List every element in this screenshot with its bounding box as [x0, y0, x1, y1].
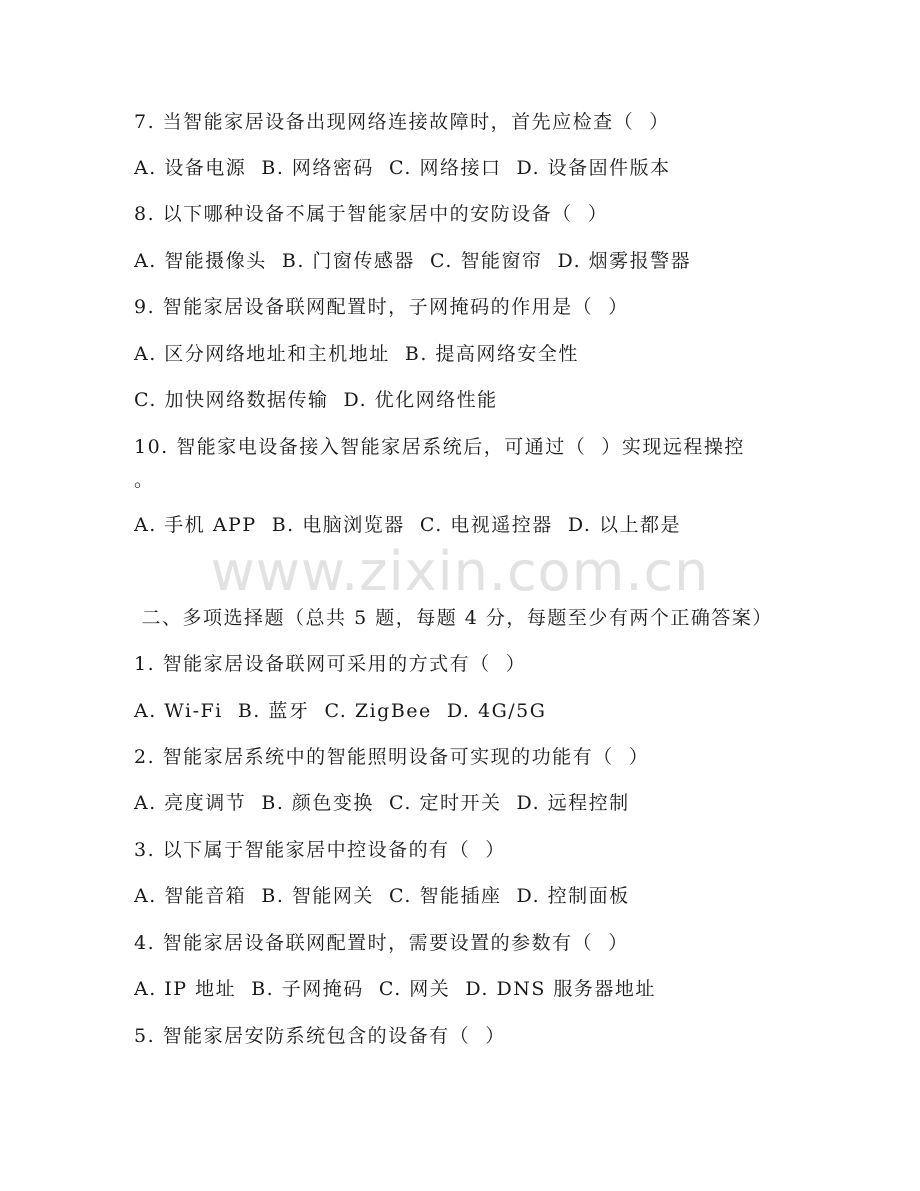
mc-question-2: 2. 智能家居系统中的智能照明设备可实现的功能有（ ）: [134, 746, 650, 768]
question-9-options-line1: A. 区分网络地址和主机地址 B. 提高网络安全性: [134, 343, 579, 365]
mc-question-3-options: A. 智能音箱 B. 智能网关 C. 智能插座 D. 控制面板: [134, 885, 630, 907]
question-7: 7. 当智能家居设备出现网络连接故障时，首先应检查（ ）: [134, 111, 670, 133]
question-10: 10. 智能家电设备接入智能家居系统后，可通过（ ）实现远程操控: [134, 436, 745, 458]
mc-question-3: 3. 以下属于智能家居中控设备的有（ ）: [134, 839, 506, 861]
mc-question-1-options: A. Wi-Fi B. 蓝牙 C. ZigBee D. 4G/5G: [134, 700, 547, 722]
mc-question-5: 5. 智能家居安防系统包含的设备有（ ）: [134, 1025, 506, 1047]
question-8: 8. 以下哪种设备不属于智能家居中的安防设备（ ）: [134, 203, 609, 225]
question-7-options: A. 设备电源 B. 网络密码 C. 网络接口 D. 设备固件版本: [134, 157, 671, 179]
mc-question-4-options: A. IP 地址 B. 子网掩码 C. 网关 D. DNS 服务器地址: [134, 978, 656, 1000]
mc-question-4: 4. 智能家居设备联网配置时，需要设置的参数有（ ）: [134, 932, 629, 954]
question-9: 9. 智能家居设备联网配置时，子网掩码的作用是（ ）: [134, 296, 629, 318]
question-10-continuation: 。: [134, 469, 155, 491]
section-heading-multiple-choice: 二、多项选择题（总共 5 题，每题 4 分，每题至少有两个正确答案）: [134, 607, 773, 629]
question-8-options: A. 智能摄像头 B. 门窗传感器 C. 智能窗帘 D. 烟雾报警器: [134, 250, 692, 272]
question-10-options: A. 手机 APP B. 电脑浏览器 C. 电视遥控器 D. 以上都是: [134, 514, 681, 536]
mc-question-1: 1. 智能家居设备联网可采用的方式有（ ）: [134, 653, 527, 675]
mc-question-2-options: A. 亮度调节 B. 颜色变换 C. 定时开关 D. 远程控制: [134, 792, 630, 814]
question-9-options-line2: C. 加快网络数据传输 D. 优化网络性能: [134, 389, 498, 411]
watermark: www.zixin.com.cn: [210, 540, 710, 603]
